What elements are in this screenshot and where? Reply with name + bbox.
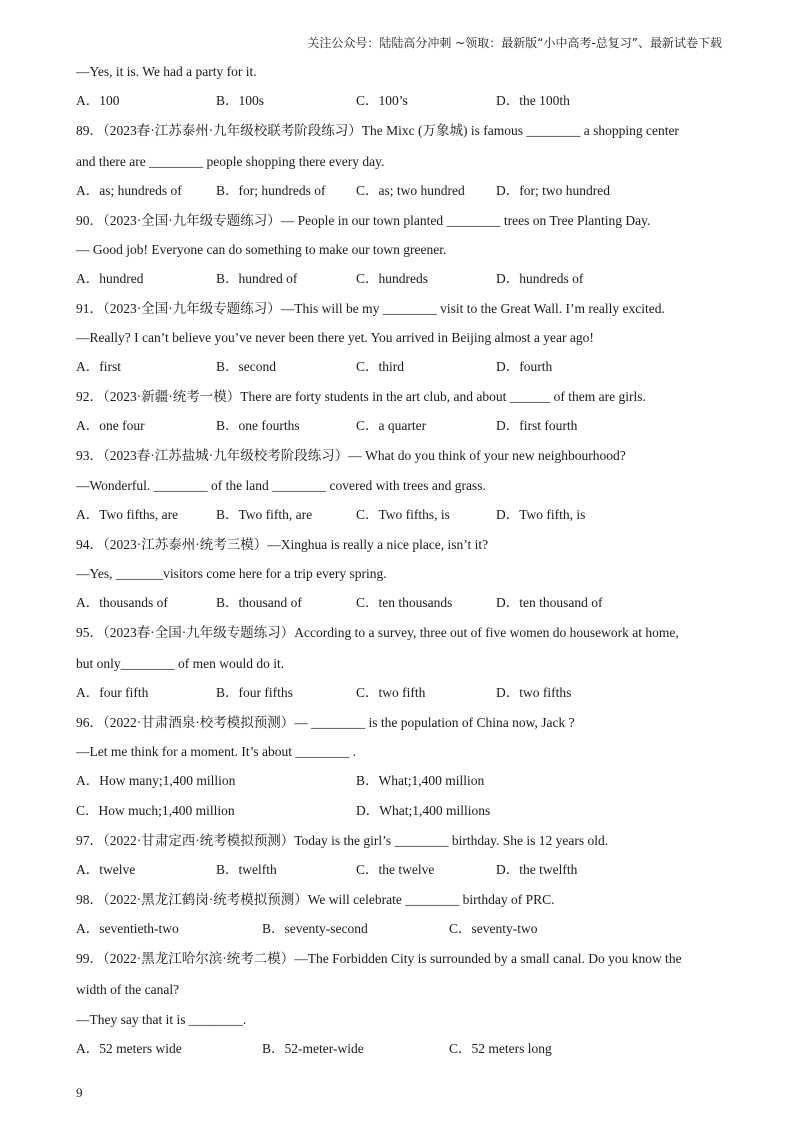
- page-header: 关注公众号：陆陆高分冲刺 ~领取：最新版“小中高考-总复习”、最新试卷下载: [307, 36, 722, 50]
- question-91: 91．（2023·全国·九年级专题练习）—This will be my ________ visit to the Great Wall. I’m really excited.: [76, 301, 665, 316]
- option-c: C．hundreds: [356, 271, 428, 286]
- option-b: B．hundred of: [216, 271, 298, 286]
- question-93: 93．（2023春·江苏盐城·九年级校考阶段练习）— What do you think of your new neighbourhood?: [76, 448, 626, 463]
- option-c: C．52 meters long: [449, 1041, 552, 1056]
- option-b: B．for; hundreds of: [216, 183, 326, 198]
- option-b: B．four fifths: [216, 685, 293, 700]
- option-c: C．two fifth: [356, 685, 426, 700]
- option-d: D．fourth: [496, 359, 553, 374]
- option-b: B．What;1,400 million: [356, 773, 485, 788]
- option-b: B．100s: [216, 93, 265, 108]
- question-95: 95．（2023春·全国·九年级专题练习）According to a survey, three out of five women do housework at home,: [76, 625, 679, 640]
- option-d: D．the twelfth: [496, 862, 578, 877]
- option-c: C．a quarter: [356, 418, 427, 433]
- option-c: C．as; two hundred: [356, 183, 465, 198]
- question-96-cont: —Let me think for a moment. It’s about ________ .: [76, 744, 357, 759]
- option-b: B．twelfth: [216, 862, 277, 877]
- question-94: 94．（2023·江苏泰州·统考三模）—Xinghua is really a nice place, isn’t it?: [76, 537, 489, 552]
- option-d: D．for; two hundred: [496, 183, 610, 198]
- question-92: 92．（2023·新疆·统考一模）There are forty students in the art club, and about ______ of them are girls.: [76, 389, 646, 404]
- option-a: A．four fifth: [76, 685, 149, 700]
- question-95-cont: but only________ of men would do it.: [76, 656, 285, 671]
- option-a: A．seventieth-two: [76, 921, 179, 936]
- option-b: B．Two fifth, are: [216, 507, 313, 522]
- option-b: B．second: [216, 359, 276, 374]
- option-a: A．first: [76, 359, 121, 374]
- option-b: B．52-meter-wide: [262, 1041, 364, 1056]
- question-90: 90．（2023·全国·九年级专题练习）— People in our town planted ________ trees on Tree Planting Day.: [76, 213, 651, 228]
- option-a: A．100: [76, 93, 120, 108]
- option-a: A．52 meters wide: [76, 1041, 182, 1056]
- option-c: C．Two fifths, is: [356, 507, 450, 522]
- question-98: 98．（2022·黑龙江鹤岗·统考模拟预测）We will celebrate ________ birthday of PRC.: [76, 892, 555, 907]
- option-d: D．Two fifth, is: [496, 507, 586, 522]
- option-a: A．thousands of: [76, 595, 168, 610]
- option-c: C．ten thousands: [356, 595, 453, 610]
- option-c: C．the twelve: [356, 862, 435, 877]
- question-96: 96．（2022·甘肃酒泉·校考模拟预测）— ________ is the population of China now, Jack ?: [76, 715, 575, 730]
- option-d: D．the 100th: [496, 93, 570, 108]
- question-94-cont: —Yes, _______visitors come here for a trip every spring.: [76, 566, 387, 581]
- option-a: A．hundred: [76, 271, 144, 286]
- question-99: 99．（2022·黑龙江哈尔滨·统考二模）—The Forbidden City is surrounded by a small canal. Do you know the: [76, 951, 682, 966]
- option-d: D．first fourth: [496, 418, 578, 433]
- question-89: 89．（2023春·江苏泰州·九年级校联考阶段练习）The Mixc (万象城) is famous ________ a shopping center: [76, 123, 679, 138]
- question-97: 97．（2022·甘肃定西·统考模拟预测）Today is the girl’s ________ birthday. She is 12 years old.: [76, 833, 609, 848]
- option-d: D．What;1,400 millions: [356, 803, 491, 818]
- option-a: A．twelve: [76, 862, 136, 877]
- option-d: D．hundreds of: [496, 271, 584, 286]
- option-a: A．as; hundreds of: [76, 183, 182, 198]
- question-91-cont: —Really? I can’t believe you’ve never been there yet. You arrived in Beijing almost a year ago!: [76, 330, 594, 345]
- option-c: C．third: [356, 359, 405, 374]
- option-c: C．How much;1,400 million: [76, 803, 235, 818]
- question-99-answer-line: —They say that it is ________.: [76, 1012, 247, 1027]
- option-b: B．thousand of: [216, 595, 302, 610]
- option-a: A．Two fifths, are: [76, 507, 179, 522]
- question-93-cont: —Wonderful. ________ of the land ________ covered with trees and grass.: [76, 478, 486, 493]
- option-a: A．How many;1,400 million: [76, 773, 236, 788]
- question-90-cont: — Good job! Everyone can do something to make our town greener.: [76, 242, 447, 257]
- option-c: C．100’s: [356, 93, 408, 108]
- option-a: A．one four: [76, 418, 145, 433]
- question-89-cont: and there are ________ people shopping there every day.: [76, 154, 385, 169]
- option-d: D．two fifths: [496, 685, 572, 700]
- page-number: 9: [76, 1085, 83, 1100]
- option-d: D．ten thousand of: [496, 595, 603, 610]
- option-c: C．seventy-two: [449, 921, 538, 936]
- option-b: B．seventy-second: [262, 921, 368, 936]
- option-b: B．one fourths: [216, 418, 300, 433]
- answer-line: —Yes, it is. We had a party for it.: [76, 64, 257, 79]
- question-99-cont: width of the canal?: [76, 982, 180, 997]
